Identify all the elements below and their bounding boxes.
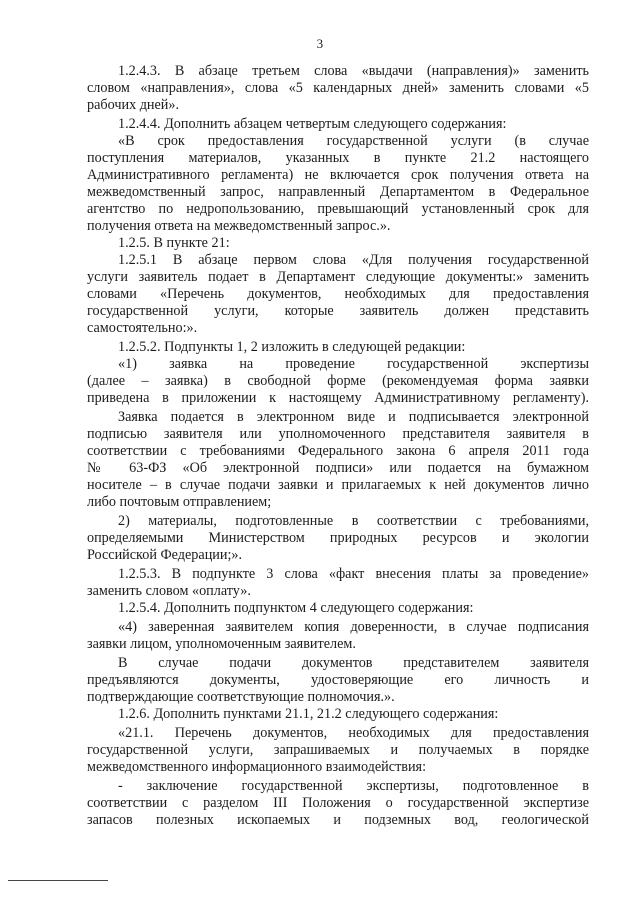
text-line: агентство по недропользованию, превышающий установленный срок для <box>87 201 589 217</box>
text-line: соответствии с разделом III Положения о государственной экспертизе <box>87 795 589 811</box>
text-line: 2) материалы, подготовленные в соответствии с требованиями, <box>118 513 589 529</box>
text-line: «4) заверенная заявителем копия доверенности, в случае подписания <box>118 619 589 635</box>
text-line: носителе – в случае подачи заявки и прилагаемых к ней документов лично <box>87 477 589 493</box>
text-line: Российской Федерации;». <box>87 547 243 563</box>
text-line: заменить словом «оплату». <box>87 583 251 599</box>
text-line: «В срок предоставления государственной услуги (в случае <box>118 133 589 149</box>
text-line: Заявка подается в электронном виде и подписывается электронной <box>118 409 589 425</box>
text-line: № 63-ФЗ «Об электронной подписи» или подается на бумажном <box>87 460 589 476</box>
text-line: 1.2.5.4. Дополнить подпунктом 4 следующего содержания: <box>118 600 474 616</box>
text-line: заявки лицом, уполномоченным заявителем. <box>87 636 356 652</box>
text-line: 1.2.5.3. В подпункте 3 слова «факт внесения платы за проведение» <box>118 566 589 582</box>
text-line: рабочих дней». <box>87 97 180 113</box>
text-line: соответствии с требованиями Федерального закона 6 апреля 2011 года <box>87 443 589 459</box>
text-line: приведена в приложении к настоящему Административному регламенту). <box>87 390 589 406</box>
text-line: получения ответа на межведомственный запрос.». <box>87 218 391 234</box>
text-line: В случае подачи документов представителем заявителя <box>118 655 589 671</box>
text-line: подтверждающие соответствующие полномочия.». <box>87 689 395 705</box>
text-line: определяемыми Министерством природных ресурсов и экологии <box>87 530 589 546</box>
text-line: государственной услуги, которые заявитель должен представить <box>87 303 589 319</box>
text-line: государственной услуги, запрашиваемых и получаемых в порядке <box>87 742 589 758</box>
document-body <box>87 63 589 829</box>
text-line: 1.2.4.3. В абзаце третьем слова «выдачи (направления)» заменить <box>118 63 589 79</box>
text-line: поступления материалов, указанных в пункте 21.2 настоящего <box>87 150 589 166</box>
footnote-separator <box>8 880 108 881</box>
text-line: 1.2.5. В пункте 21: <box>118 235 230 251</box>
text-line: 1.2.4.4. Дополнить абзацем четвертым следующего содержания: <box>118 116 507 132</box>
text-line: (далее – заявка) в свободной форме (рекомендуемая форма заявки <box>87 373 589 389</box>
text-line: подписью заявителя или уполномоченного представителя заявителя в <box>87 426 589 442</box>
text-line: 1.2.6. Дополнить пунктами 21.1, 21.2 следующего содержания: <box>118 706 499 722</box>
text-line: межведомственного информационного взаимодействия: <box>87 759 427 775</box>
text-line: «21.1. Перечень документов, необходимых для предоставления <box>118 725 589 741</box>
text-line: самостоятельно:». <box>87 320 198 336</box>
text-line: словом «направления», слова «5 календарных дней» заменить словами «5 <box>87 80 589 96</box>
page-number: 3 <box>316 36 324 51</box>
text-line: Административного регламента) не включается срок получения ответа на <box>87 167 589 183</box>
text-line: предъявляются документы, удостоверяющие его личность и <box>87 672 589 688</box>
text-line: 1.2.5.2. Подпункты 1, 2 изложить в следующей редакции: <box>118 339 466 355</box>
text-line: «1) заявка на проведение государственной экспертизы <box>118 356 589 372</box>
text-line: запасов полезных ископаемых и подземных вод, геологической <box>87 812 589 828</box>
text-line: - заключение государственной экспертизы, подготовленное в <box>118 778 589 794</box>
text-line: межведомственный запрос, направленный Департаментом в Федеральное <box>87 184 589 200</box>
text-line: словами «Перечень документов, необходимых для предоставления <box>87 286 589 302</box>
text-line: услуги заявитель подает в Департамент следующие документы:» заменить <box>87 269 589 285</box>
text-line: 1.2.5.1 В абзаце первом слова «Для получения государственной <box>118 252 589 268</box>
text-line: либо почтовым отправлением; <box>87 494 272 510</box>
